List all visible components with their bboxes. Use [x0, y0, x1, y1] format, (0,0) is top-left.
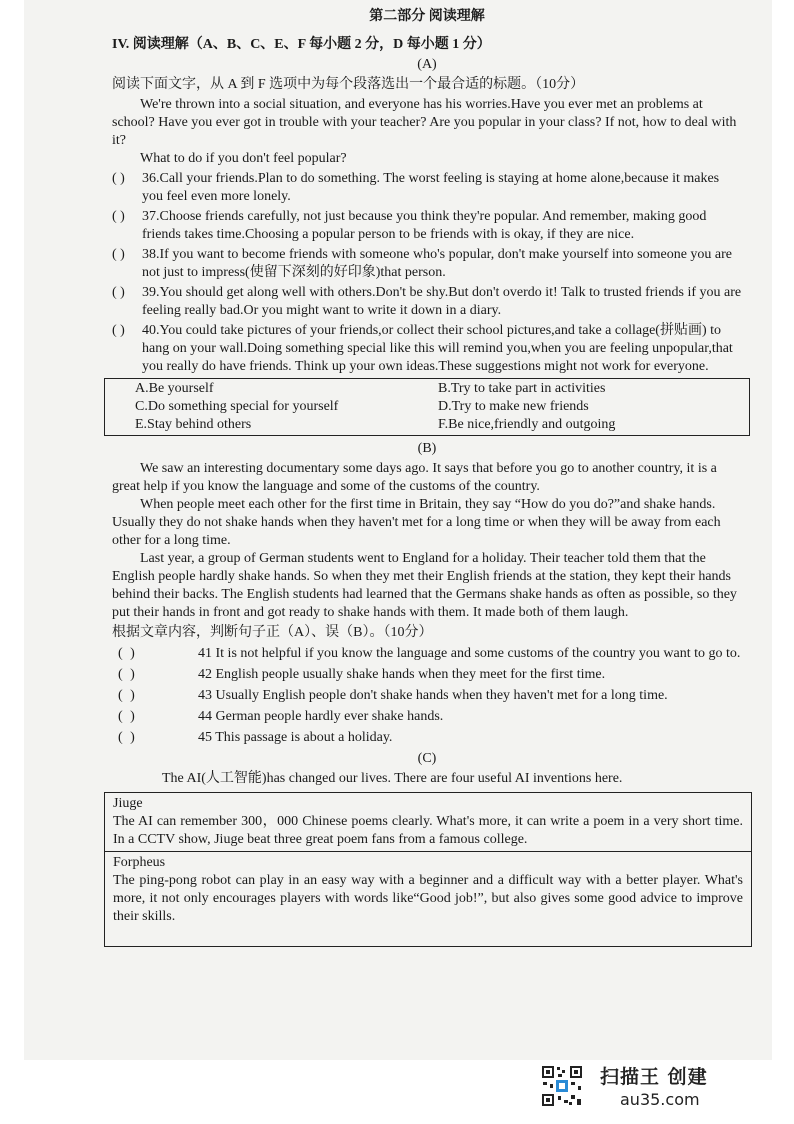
question-text: 40.You could take pictures of your friends,or collect their school pictures,and take a collage(拼贴画) to hang on your wall.Doing something special like this will remind you,when you are feeling unpopular,that you really do have friends. Think up your own ideas.These suggestions might not work for everyone. — [142, 323, 733, 374]
statement-44 — [112, 708, 742, 726]
passage-a-instruction: 阅读下面文字，从 A 到 F 选项中为每个段落选出一个最合适的标题。（10分） — [112, 77, 585, 92]
option-a: A.Be yourself — [135, 381, 214, 396]
scanner-watermark — [540, 1062, 720, 1112]
passage-a-lead: What to do if you don't feel popular? — [140, 151, 347, 166]
option-d: D.Try to make new friends — [438, 399, 589, 414]
question-text: 38.If you want to become friends with someone who's popular, don't make yourself into someone you are not just to impress(使留下深刻的好印象)that person. — [142, 247, 733, 280]
option-e: E.Stay behind others — [135, 417, 252, 432]
answer-blank[interactable]: ( ) — [112, 247, 125, 262]
statement-45 — [112, 729, 742, 747]
question-39 — [112, 284, 742, 320]
passage-b-paragraph: Last year, a group of German students went to England for a holiday. Their teacher told them that the English people hardly shake hands. So when they met their English friends at the station, they kept their hands behind their backs. The English students had learned that the Germans shake hands as often as possible, so they put their hands in front and got ready to shake hands with them. It made both of them laugh. — [112, 551, 737, 620]
answer-blank[interactable]: ( ) — [118, 646, 137, 661]
ai-item-jiuge — [105, 793, 751, 851]
statement-text: 42 English people usually shake hands when they meet for the first time. — [198, 667, 606, 682]
ai-item-name: Jiuge — [113, 796, 143, 811]
question-38 — [112, 246, 742, 282]
qr-code-icon — [540, 1064, 584, 1108]
question-text: 36.Call your friends.Plan to do something. The worst feeling is staying at home alone,because it makes you feel even more lonely. — [142, 171, 720, 204]
answer-blank[interactable]: ( ) — [112, 171, 125, 186]
ai-item-forpheus — [105, 851, 751, 946]
option-b: B.Try to take part in activities — [438, 381, 606, 396]
passage-a-label: (A) — [417, 57, 437, 72]
question-36 — [112, 170, 742, 206]
statement-text: 44 German people hardly ever shake hands. — [198, 709, 444, 724]
passage-b-paragraph: When people meet each other for the first time in Britain, they say “How do you do?”and shake hands. Usually they do not shake hands when they haven't met for a long time or when they will be away from each other for a long time. — [112, 497, 721, 548]
ai-item-text: The ping-pong robot can play in an easy way with a beginner and a difficult way with a better player. What's more, it not only encourages players with words like“Good job!”, but also gives some good advice to improve their skills. — [113, 873, 743, 924]
ai-item-text: The AI can remember 300，000 Chinese poems clearly. What's more, it can write a poem in a very short time. In a CCTV show, Jiuge beat three great poem fans from a famous college. — [113, 814, 743, 847]
passage-b-instruction: 根据文章内容，判断句子正（A）、误（B）。（10分） — [112, 625, 433, 640]
answer-blank[interactable]: ( ) — [112, 323, 125, 338]
question-37 — [112, 208, 742, 244]
answer-blank[interactable]: ( ) — [112, 285, 125, 300]
options-box — [104, 378, 750, 436]
statement-text: 41 It is not helpful if you know the language and some customs of the country you want to go to. — [198, 646, 741, 661]
option-c: C.Do something special for yourself — [135, 399, 339, 414]
option-f: F.Be nice,friendly and outgoing — [438, 417, 616, 432]
question-text: 39.You should get along well with others.Don't be shy.But don't overdo it! Talk to trusted friends if you are feeling really bad.Or you might want to write it down in a diary. — [142, 285, 742, 318]
question-text: 37.Choose friends carefully, not just because you think they're popular. And remember, making good friends takes time.Choosing a popular person to be friends with is okay, if they are nice. — [142, 209, 707, 242]
statement-41 — [112, 645, 742, 663]
question-40 — [112, 322, 742, 376]
ai-inventions-box — [104, 792, 752, 947]
statement-text: 45 This passage is about a holiday. — [198, 730, 393, 745]
passage-c-intro: The AI(人工智能)has changed our lives. There are four useful AI inventions here. — [162, 771, 623, 786]
answer-blank[interactable]: ( ) — [118, 688, 137, 703]
ai-item-name: Forpheus — [113, 855, 166, 870]
statement-43 — [112, 687, 742, 705]
part-title: 第二部分 阅读理解 — [369, 9, 485, 24]
passage-a-intro: We're thrown into a social situation, and everyone has his worries.Have you ever met an problems at school? Have you ever got in trouble with your teacher? Are you popular in your class? If not, how to deal with it? — [112, 97, 737, 148]
statement-text: 43 Usually English people don't shake hands when they haven't met for a long time. — [198, 688, 668, 703]
site-text: au35.com — [620, 1090, 700, 1109]
passage-b-label: (B) — [417, 441, 437, 456]
answer-blank[interactable]: ( ) — [112, 209, 125, 224]
answer-blank[interactable]: ( ) — [118, 730, 137, 745]
passage-b-paragraph: We saw an interesting documentary some days ago. It says that before you go to another country, it is a great help if you know the language and some of the customs of the country. — [112, 461, 717, 494]
brand-text: 扫描王 创建 — [600, 1066, 708, 1088]
answer-blank[interactable]: ( ) — [118, 709, 137, 724]
statement-42 — [112, 666, 742, 684]
answer-blank[interactable]: ( ) — [118, 667, 137, 682]
scanned-page — [24, 0, 772, 1060]
passage-c-label: (C) — [417, 751, 437, 766]
section-title: IV. 阅读理解（A、B、C、E、F 每小题 2 分，D 每小题 1 分） — [112, 37, 491, 52]
page-content — [112, 8, 742, 947]
